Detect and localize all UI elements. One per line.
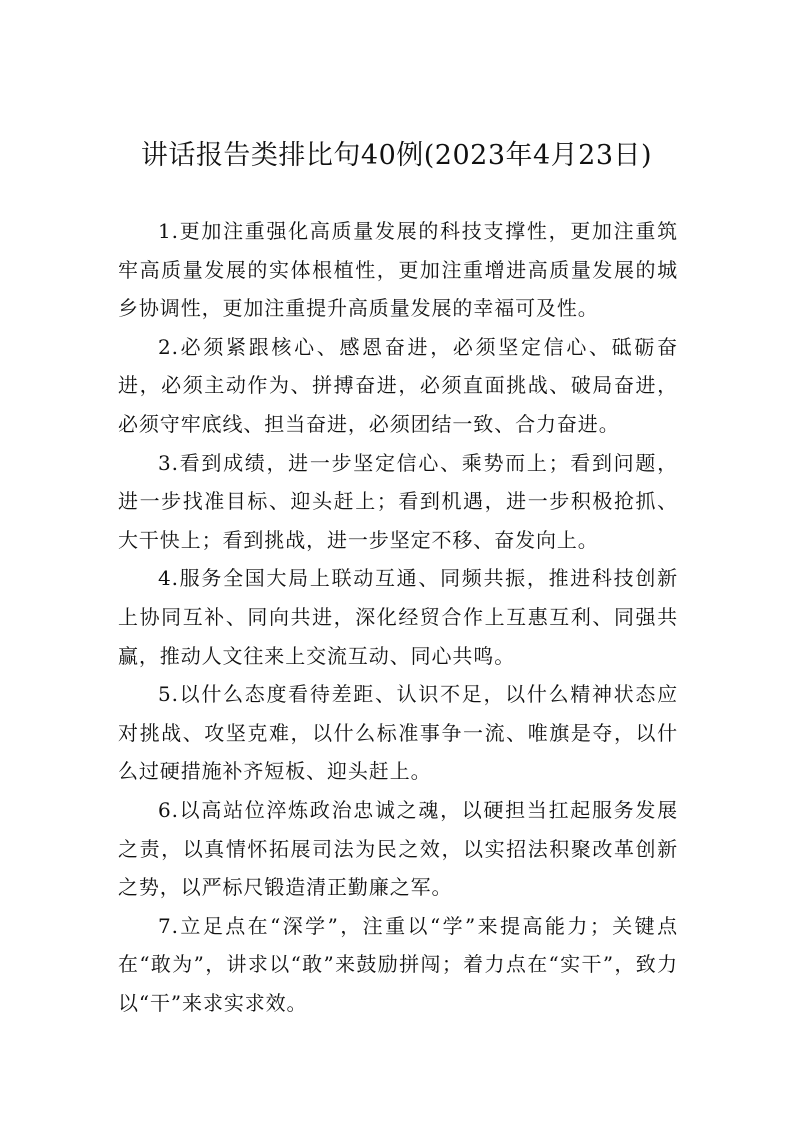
paragraph-3: 3.看到成绩，进一步坚定信心、乘势而上；看到问题，进一步找准目标、迎头赶上；看到机遇，进一步积极抢抓、大干快上；看到挑战，进一步坚定不移、奋发向上。 [118,450,678,552]
paragraph-5: 5.以什么态度看待差距、认识不足，以什么精神状态应对挑战、攻坚克难，以什么标准事争一流、唯旗是夺，以什么过硬措施补齐短板、迎头赶上。 [118,682,678,784]
document-body [118,212,678,1022]
document-title: 讲话报告类排比句40例(2023年4月23日) [140,140,653,171]
paragraph-6: 6.以高站位淬炼政治忠诚之魂，以硬担当扛起服务发展之责，以真情怀拓展司法为民之效，以实招法积聚改革创新之势，以严标尺锻造清正勤廉之军。 [118,797,678,900]
paragraph-4: 4.服务全国大局上联动互通、同频共振，推进科技创新上协同互补、同向共进，深化经贸合作上互惠互利、同强共赢，推动人文往来上交流互动、同心共鸣。 [118,566,678,668]
paragraph-1: 1.更加注重强化高质量发展的科技支撑性，更加注重筑牢高质量发展的实体根植性，更加注重增进高质量发展的城乡协调性，更加注重提升高质量发展的幸福可及性。 [118,219,678,321]
paragraph-2: 2.必须紧跟核心、感恩奋进，必须坚定信心、砥砺奋进，必须主动作为、拼搏奋进，必须直面挑战、破局奋进，必须守牢底线、担当奋进，必须团结一致、合力奋进。 [118,334,678,436]
paragraph-7: 7.立足点在“深学”，注重以“学”来提高能力；关键点在“敢为”，讲求以“敢”来鼓励拼闯；着力点在“实干”，致力以“干”来求实求效。 [118,913,678,1015]
